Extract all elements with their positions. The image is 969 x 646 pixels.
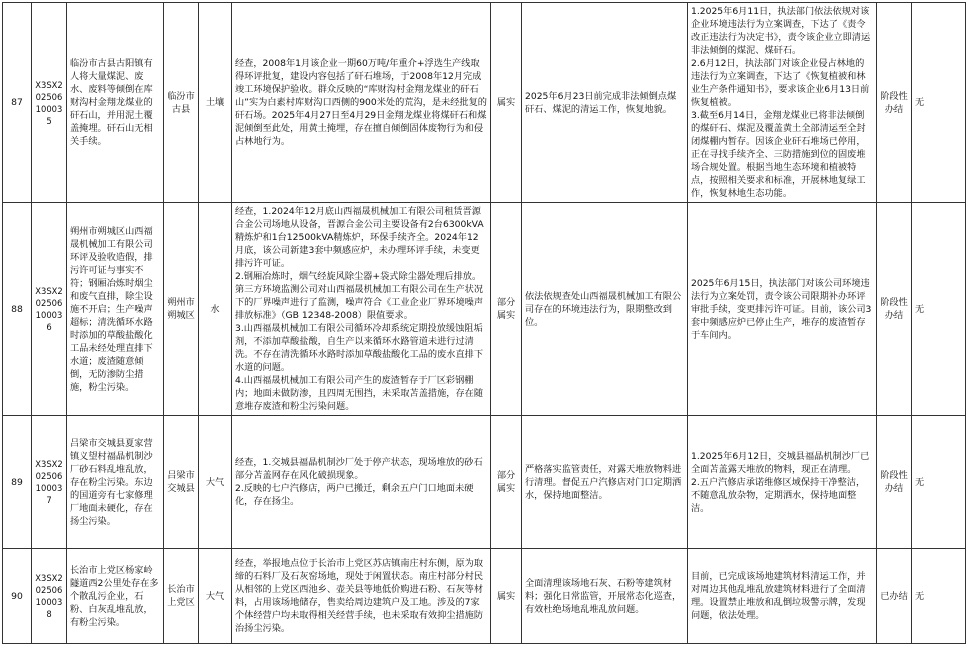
accountability: 无 [912,549,966,644]
issue-description: 吕梁市交城县夏家营镇义望村福晶机制沙厂砂石料乱堆乱放，存在粉尘污染。东边的国道旁有七家修理厂地面未硬化，存在扬尘污染。 [67,416,164,549]
table-row [3,549,966,644]
city-district: 吕梁市交城县 [164,416,199,549]
verdict: 部分属实 [491,416,522,549]
completion-status: 已办结 [877,549,912,644]
investigation-findings: 经查，举报地点位于长治市上党区苏店镇南庄村东侧，原为取缔的石料厂及石灰窑场地，现处于闲置状态。南庄村部分村民从相邻的上党区西池乡、壶关县等地低价购进石粉、石灰等材料，占用该场地储存，售卖给周边建筑户及工地。涉及的7家个体经营户均未取得相关经营手续，也未采取有效抑尘措施防治扬尘污染。 [232,549,491,644]
case-code: X3SX202506100036 [32,203,67,416]
city-district: 朔州市朔城区 [164,203,199,416]
table-row [3,203,966,416]
accountability: 无 [912,203,966,416]
rectification-progress: 目前，已完成该场地建筑材料清运工作，并对周边其他乱堆乱放建筑材料进行了全面清理。设置禁止堆放和乱倒垃圾警示牌，发现问题，依法处理。 [688,549,877,644]
table-row [3,3,966,203]
investigation-findings: 经查，2008年1月该企业一期60万吨/年重介+浮选生产线取得环评批复，建设内容包括了矸石堆场，于2008年12月完成竣工环境保护验收。群众反映的“库财沟村金翔龙煤业的矸石山”实为白素村库财沟口西侧的900米处的荒沟，是未经批复的矸石场。2025年4月27日至4月29日金翔龙煤业将煤矸石和煤泥倾倒至此处，用黄土掩埋，存在擅自倾倒固体废物行为和侵占林地行为。 [232,3,491,203]
city-district: 临汾市古县 [164,3,199,203]
pollution-type: 水 [199,203,232,416]
table-row [3,416,966,549]
issue-description: 长治市上党区杨家岭隧道西2公里处存在多个散乱污企业，石粉、白灰乱堆乱放，有粉尘污染。 [67,549,164,644]
verdict: 部分属实 [491,203,522,416]
case-code: X3SX202506100037 [32,416,67,549]
pollution-type: 大气 [199,416,232,549]
accountability: 无 [912,3,966,203]
rectification-plan: 严格落实监管责任，对露天堆放物料进行清理。督促五户汽修店对门口定期洒水，保持地面整洁。 [522,416,688,549]
pollution-type: 大气 [199,549,232,644]
completion-status: 阶段性办结 [877,416,912,549]
issue-description: 临汾市古县古阳镇有人将大量煤泥、废水、废料等倾倒在库财沟村金翔龙煤业的矸石山，并用泥土覆盖掩埋。矸石山无相关手续。 [67,3,164,203]
verdict: 属实 [491,3,522,203]
completion-status: 阶段性办结 [877,3,912,203]
rectification-plan: 2025年6月23日前完成非法倾倒点煤矸石、煤泥的清运工作，恢复地貌。 [522,3,688,203]
case-table [2,2,966,644]
row-number: 89 [3,416,32,549]
rectification-plan: 全面清理该场地石灰、石粉等建筑材料；强化日常监管，开展常态化巡查，有效杜绝场地乱堆乱放问题。 [522,549,688,644]
investigation-findings: 经查，1.2024年12月底山西福晟机械加工有限公司租赁晋源合金公司场地从设备，晋源合金公司主要设备有2台6300kVA精炼炉和1台12500kVA精炼炉，环保手续齐全。2024年12月底，该公司新建3套中频感应炉，未办理环评手续，未变更排污许可证。 2.钢厢冶炼时，烟气经旋风除尘器+袋式除尘器处理后排放。第三方环境监测公司对山西福晟机械加工有限公司在生产状况下的厂界噪声进行了监测，噪声符合《工业企业厂界环境噪声排放标准》（GB 12348-2008）限值要求。 3.山西福晟机械加工有限公司循环冷却系统定期投放缓蚀阻垢剂，不添加草酸盐酸，自生产以来循环水路管道未进行过清洗。不存在清洗循环水路时添加草酸盐酸化工品的废水直排下水道的问题。 4.山西福晟机械加工有限公司产生的废渣暂存于厂区彩钢棚内；地面未做防渗，且四周无围挡，未采取苫盖措施，存在随意堆存废渣和粉尘污染问题。 [232,203,491,416]
rectification-progress: 2025年6月15日，执法部门对该公司环境违法行为立案处罚，责令该公司限期补办环评审批手续，变更排污许可证。目前，该公司3套中频感应炉已停止生产，堆存的废渣暂存于车间内。 [688,203,877,416]
case-code: X3SX202506100035 [32,3,67,203]
investigation-findings: 经查，1.交城县福晶机制沙厂处于停产状态，现场堆放的砂石部分苫盖网存在风化破损现象。 2.反映的七户汽修店，两户已搬迁，剩余五户门口地面未硬化，存在扬尘。 [232,416,491,549]
pollution-type: 土壤 [199,3,232,203]
case-code: X3SX202506100038 [32,549,67,644]
rectification-progress: 1.2025年6月11日，执法部门依法依规对该企业环境违法行为立案调查，下达了《责令改正违法行为决定书》，责令该企业立即清运非法倾倒的煤泥、煤矸石。 2.6月12日，执法部门对该企业侵占林地的违法行为立案调查，下达了《恢复植被和林业生产条件通知书》，要求该企业6月13日前恢复植被。 3.截至6月14日，金翔龙煤业已将非法倾倒的煤矸石、煤泥及覆盖黄土全部清运至全封闭煤棚内暂存。因该企业矸石堆场已停用，正在寻找手续齐全、三防措施到位的固废堆场合规处置。根据当地生态环境和植被特点，按照相关要求和标准，开展林地复绿工作，恢复林地生态功能。 [688,3,877,203]
rectification-plan: 依法依规查处山西福晟机械加工有限公司存在的环境违法行为，限期整改到位。 [522,203,688,416]
issue-description: 朔州市朔城区山西福晟机械加工有限公司环评及验收造假，排污许可证与事实不符；钢厢冶炼时烟尘和废气直排，除尘设施不开启；生产噪声超标；清洗循环水路时添加的草酸盐酸化工品未经处理直排下水道；废渣随意倾倒，无防渗防尘措施，粉尘污染。 [67,203,164,416]
accountability: 无 [912,416,966,549]
row-number: 90 [3,549,32,644]
row-number: 87 [3,3,32,203]
verdict: 属实 [491,549,522,644]
rectification-progress: 1.2025年6月12日，交城县福晶机制沙厂已全面苫盖露天堆放的物料，现正在清理。 2.五户汽修店承诺维修区域保持干净整洁，不随意乱放杂物，定期洒水，保持地面整洁。 [688,416,877,549]
row-number: 88 [3,203,32,416]
city-district: 长治市上党区 [164,549,199,644]
completion-status: 阶段性办结 [877,203,912,416]
